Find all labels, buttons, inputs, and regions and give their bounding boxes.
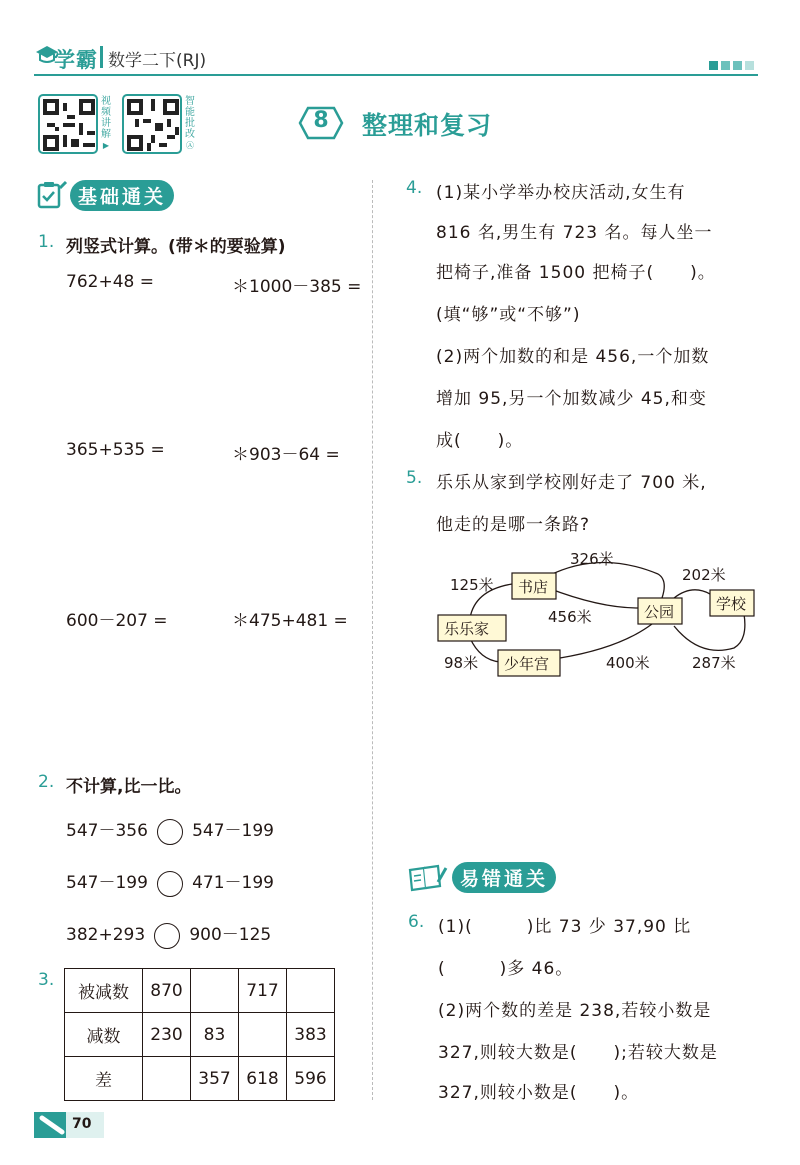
q4-line: 增加 95,另一个加数减少 45,和变: [436, 389, 707, 409]
table-cell: 383: [287, 1013, 335, 1057]
grading-qr-code[interactable]: [122, 94, 182, 154]
qr-icon: [43, 99, 95, 151]
q6-line: (1)( )比 73 少 37,90 比: [438, 917, 692, 937]
table-cell: 870: [143, 969, 191, 1013]
q6-line: (2)两个数的差是 238,若较小数是: [438, 1001, 712, 1021]
q6-line: 327,则较小数是( )。: [438, 1083, 640, 1103]
distance-label: 456米: [548, 608, 592, 626]
header-rule: [34, 74, 758, 76]
q1-problem: ＊475+481 =: [232, 611, 348, 631]
open-book-pencil-icon: [408, 864, 448, 892]
label-char: 频: [101, 107, 111, 118]
compare-right: 900－125: [189, 925, 272, 945]
q1-prompt: 列竖式计算。(带＊的要验算): [66, 237, 286, 257]
pill-char: 通: [504, 868, 527, 890]
q4-line: (填“够”或“不够”): [436, 305, 581, 325]
compare-circle[interactable]: [154, 923, 180, 949]
path-park-school-top[interactable]: [674, 590, 710, 598]
distance-label: 125米: [450, 576, 494, 594]
video-qr-code[interactable]: [38, 94, 98, 154]
table-row: [65, 969, 335, 1013]
chapter-number: 8: [313, 108, 329, 133]
bookstore-label: 书店: [518, 578, 549, 596]
q6-number: 6.: [408, 912, 425, 932]
pill-char: 易: [460, 868, 483, 890]
error-section-pill: [452, 862, 556, 893]
q3-number: 3.: [38, 970, 55, 990]
q1-problem: ＊903－64 =: [232, 445, 340, 465]
compare-row: [66, 816, 274, 845]
label-char: 批: [185, 118, 195, 129]
q1-number: 1.: [38, 232, 55, 252]
pill-char: 关: [526, 868, 549, 890]
compare-left: 547－199: [66, 873, 148, 893]
compare-row: [66, 920, 271, 949]
q5-line: 乐乐从家到学校刚好走了 700 米,: [436, 473, 707, 493]
q4-line: 成( )。: [436, 431, 524, 451]
pill-char: 关: [144, 186, 167, 208]
q1-problem: 365+535 =: [66, 440, 165, 460]
play-icon: ▶: [102, 141, 110, 150]
video-qr-label: [100, 96, 112, 151]
q2-prompt: 不计算,比一比。: [66, 777, 192, 797]
subtraction-table: [64, 968, 335, 1101]
q1-problem: 762+48 =: [66, 272, 154, 292]
q6-line: 327,则较大数是( );若较大数是: [438, 1043, 718, 1063]
label-char: 讲: [101, 118, 111, 129]
table-header-cell: 差: [65, 1057, 143, 1101]
route-map: [430, 540, 770, 690]
qr-icon: [127, 99, 179, 151]
label-char: 智: [185, 96, 195, 107]
q4-line: (1)某小学举办校庆活动,女生有: [436, 183, 686, 203]
pill-char: 错: [482, 868, 505, 890]
distance-label: 400米: [606, 654, 650, 672]
table-cell: 230: [143, 1013, 191, 1057]
table-cell: 618: [239, 1057, 287, 1101]
q4-line: (2)两个加数的和是 456,一个加数: [436, 347, 710, 367]
header-dots: [706, 55, 754, 74]
table-cell: 717: [239, 969, 287, 1013]
header-separator: [100, 46, 103, 68]
label-char: 解: [101, 129, 111, 140]
table-row: [65, 1057, 335, 1101]
compare-circle[interactable]: [157, 871, 183, 897]
q1-problem: ＊1000－385 =: [232, 277, 362, 297]
q4-line: 816 名,男生有 723 名。每人坐一: [436, 223, 713, 243]
a-icon: Ⓐ: [186, 141, 194, 150]
palace-label: 少年宫: [504, 655, 550, 673]
clipboard-check-icon: [36, 180, 68, 210]
distance-label: 98米: [444, 654, 479, 672]
grading-qr-label: [184, 96, 196, 151]
compare-right: 471－199: [192, 873, 274, 893]
table-cell[interactable]: [239, 1013, 287, 1057]
compare-row: [66, 868, 274, 897]
q5-line: 他走的是哪一条路?: [436, 515, 591, 535]
compare-left: 382+293: [66, 925, 146, 945]
column-divider: [372, 180, 373, 1100]
pill-char: 础: [100, 186, 123, 208]
path-bookstore-park[interactable]: [548, 588, 638, 608]
table-row: [65, 1013, 335, 1057]
park-label: 公园: [644, 603, 675, 621]
brand-logo: 学霸: [54, 48, 98, 72]
home-label: 乐乐家: [444, 620, 490, 638]
label-char: 能: [185, 107, 195, 118]
path-park-school-bottom[interactable]: [674, 614, 745, 650]
q1-problem: 600－207 =: [66, 611, 168, 631]
q5-number: 5.: [406, 468, 423, 488]
distance-label: 202米: [682, 566, 726, 584]
compare-right: 547－199: [192, 821, 274, 841]
table-cell: 357: [191, 1057, 239, 1101]
table-cell[interactable]: [143, 1057, 191, 1101]
table-cell[interactable]: [191, 969, 239, 1013]
q4-line: 把椅子,准备 1500 把椅子( )。: [436, 263, 716, 283]
q4-number: 4.: [406, 178, 423, 198]
pencil-icon: [38, 1114, 68, 1136]
page-number: 70: [72, 1116, 92, 1132]
pill-char: 通: [122, 186, 145, 208]
compare-circle[interactable]: [157, 819, 183, 845]
basic-section-pill: [70, 180, 174, 211]
q2-number: 2.: [38, 772, 55, 792]
table-header-cell: 减数: [65, 1013, 143, 1057]
school-label: 学校: [716, 595, 747, 613]
book-title: 数学二下(RJ): [108, 51, 207, 71]
table-cell[interactable]: [287, 969, 335, 1013]
table-cell: 83: [191, 1013, 239, 1057]
label-char: 改: [185, 129, 195, 140]
chapter-title: 整理和复习: [362, 111, 493, 140]
label-char: 视: [101, 96, 111, 107]
table-header-cell: 被减数: [65, 969, 143, 1013]
distance-label: 326米: [570, 550, 614, 568]
table-cell: 596: [287, 1057, 335, 1101]
pill-char: 基: [78, 186, 101, 208]
path-palace-park[interactable]: [560, 624, 652, 658]
distance-label: 287米: [692, 654, 736, 672]
q6-line: ( )多 46。: [438, 959, 574, 979]
compare-left: 547－356: [66, 821, 148, 841]
